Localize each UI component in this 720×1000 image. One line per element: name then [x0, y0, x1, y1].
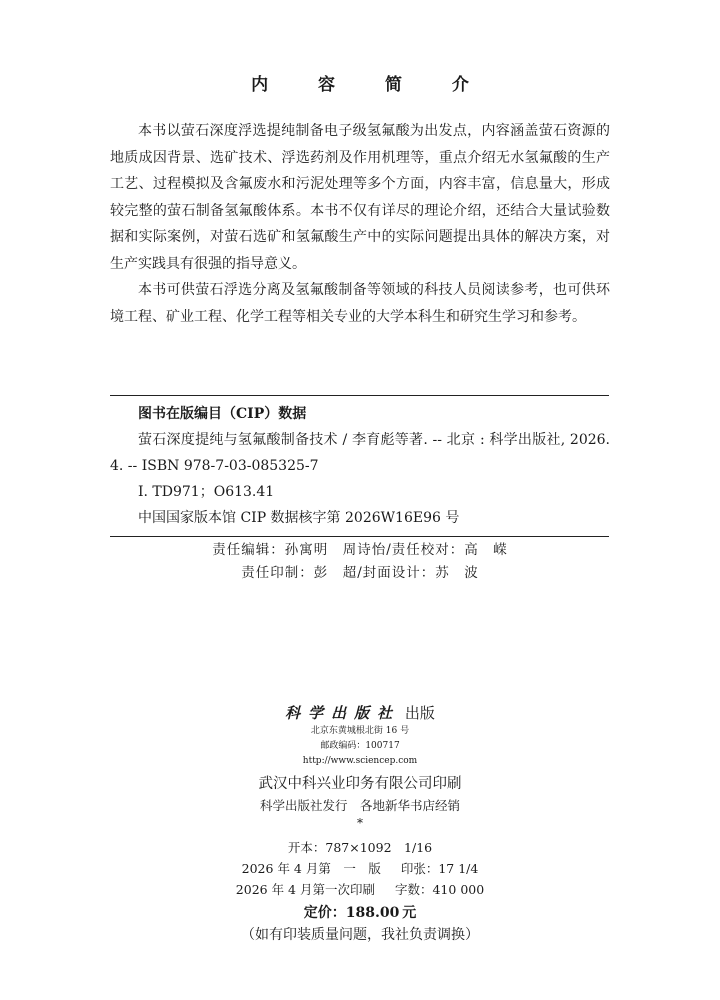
edition-line — [0, 858, 720, 879]
distribution: 科学出版社发行 各地新华书店经销 — [259, 798, 460, 813]
price — [0, 902, 720, 924]
cip-description: 萤石深度提纯与氢氟酸制备技术 / 李育彪等著. -- 北京 : 科学出版社, 2026. 4. -- ISBN 978-7-03-085325-7 — [110, 432, 610, 474]
intro-paragraph-2: 本书可供萤石浮选分离及氢氟酸制备等领域的科技人员阅读参考，也可供环境工程、矿业工程、化学工程等相关专业的大学本科生和研究生学习和参考。 — [110, 282, 610, 325]
separator-star: * — [357, 816, 363, 830]
publisher-suffix: 出版 — [404, 704, 435, 722]
editorial-credits — [0, 539, 720, 585]
introduction — [110, 118, 610, 330]
sheets: 印张：17 1/4 — [400, 861, 479, 876]
colophon — [0, 702, 720, 946]
format: 开本：787×1092 1/16 — [287, 840, 433, 855]
publisher-name: 科学出版社 — [285, 704, 401, 722]
quality-note: （如有印装质量问题，我社负责调换） — [241, 927, 479, 943]
edition: 2026 年 4 月第 一 版 — [241, 861, 381, 876]
publisher-address: 北京东黄城根北街 16 号 — [310, 726, 410, 736]
word-count: 字数：410 000 — [394, 882, 485, 897]
cip-classification: I. TD971；O613.41 — [138, 484, 275, 500]
price-label: 定价： — [303, 905, 346, 921]
publisher-postcode: 邮政编码：100717 — [320, 741, 400, 751]
printing-line — [0, 879, 720, 900]
intro-paragraph-1: 本书以萤石深度浮选提纯制备电子级氢氟酸为出发点，内容涵盖萤石资源的地质成因背景、选矿技术、浮选药剂及作用机理等，重点介绍无水氢氟酸的生产工艺、过程模拟及含氟废水和污泥处理等多个方面，内容丰富，信息量大，形成较完整的萤石制备氢氟酸体系。本书不仅有详尽的理论介绍，还结合大量试验数据和实际案例，对萤石选矿和氢氟酸生产中的实际问题提出具体的解决方案，对生产实践具有很强的指导意义。 — [110, 123, 610, 272]
printer: 武汉中科兴业印务有限公司印刷 — [258, 776, 462, 792]
publisher-website: http://www.sciencep.com — [302, 756, 418, 766]
credits-line-1: 责任编辑：孙寓明 周诗怡/责任校对：高 嵘 — [212, 542, 508, 558]
cip-record-number: 中国国家版本馆 CIP 数据核字第 2026W16E96 号 — [138, 510, 460, 526]
printing: 2026 年 4 月第一次印刷 — [235, 882, 375, 897]
page-title: 内 容 简 介 — [251, 75, 491, 95]
publisher-line — [0, 702, 720, 724]
cip-top-rule — [110, 395, 609, 396]
cip-bottom-rule — [110, 536, 609, 537]
credits-line-2: 责任印制：彭 超/封面设计：苏 波 — [241, 565, 479, 581]
cip-heading: 图书在版编目（CIP）数据 — [138, 406, 307, 422]
cip-data-block — [110, 401, 610, 531]
price-value: 188.00 — [345, 905, 400, 921]
price-unit: 元 — [402, 905, 417, 921]
